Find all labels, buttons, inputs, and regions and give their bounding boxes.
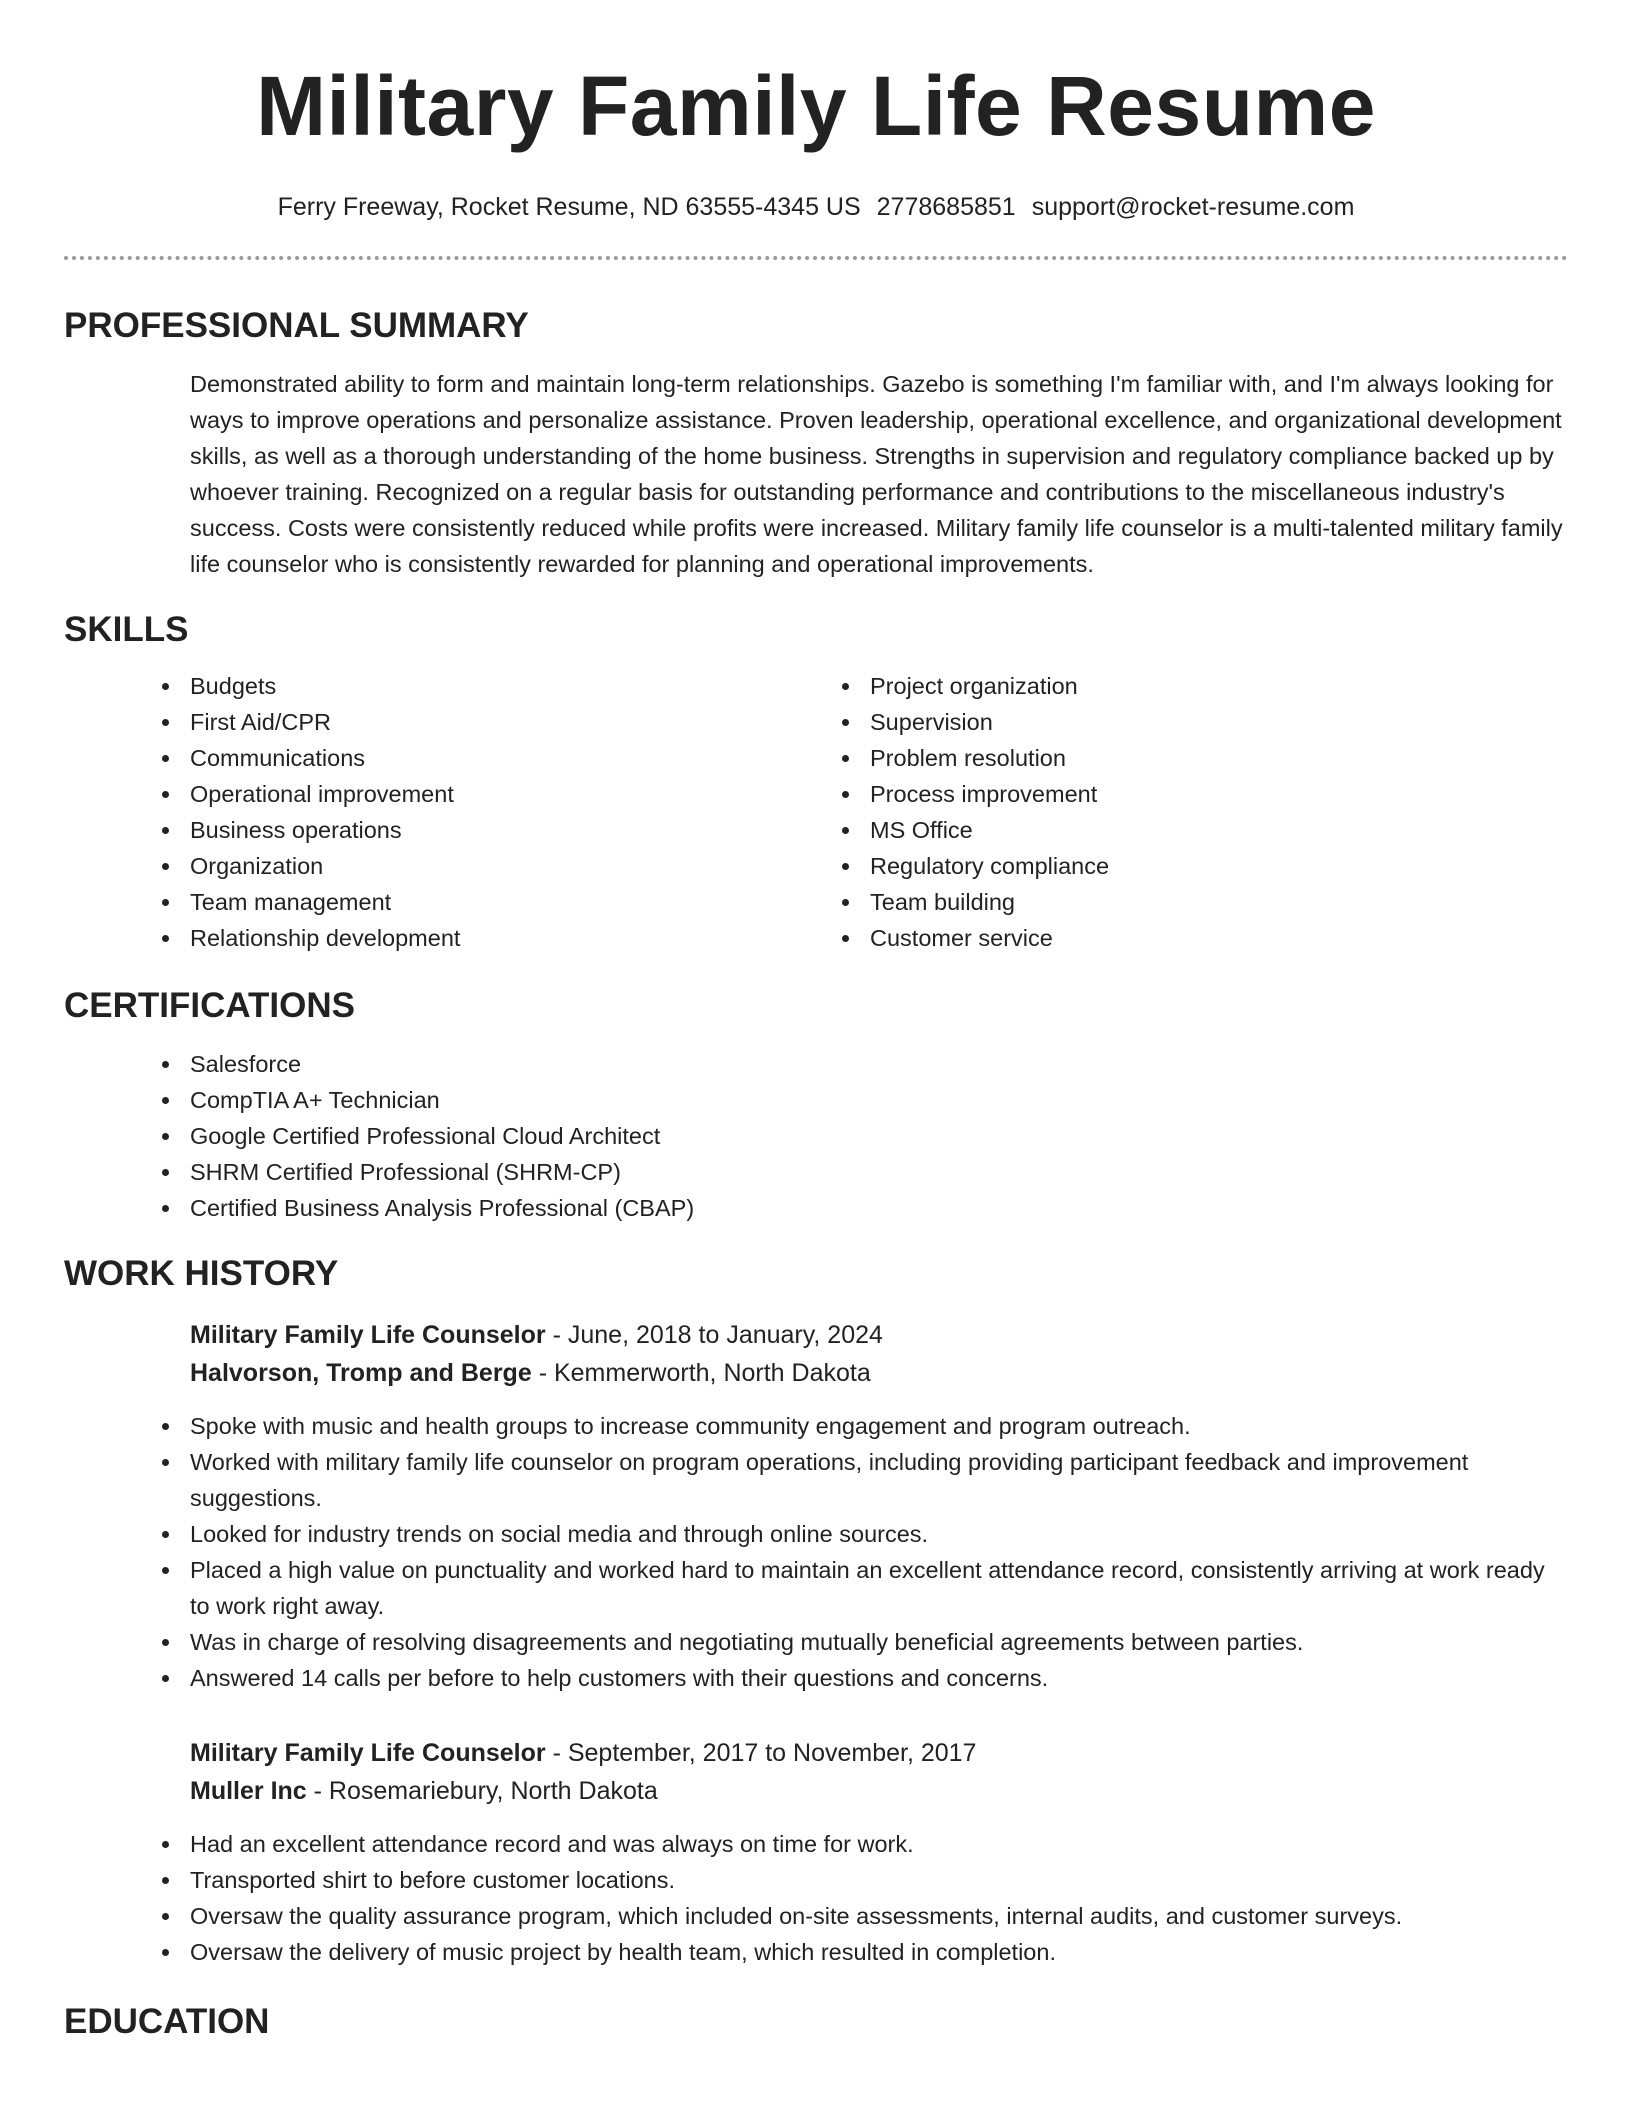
certifications-list bbox=[146, 1046, 1568, 1226]
certifications-heading: CERTIFICATIONS bbox=[64, 986, 356, 1025]
skill-item: Problem resolution bbox=[826, 740, 1550, 776]
certification-item: SHRM Certified Professional (SHRM-CP) bbox=[146, 1154, 1568, 1190]
job-dates: - June, 2018 to January, 2024 bbox=[545, 1321, 883, 1349]
job-duty: Spoke with music and health groups to increase community engagement and program outreach. bbox=[146, 1408, 1568, 1444]
certification-item: Google Certified Professional Cloud Architect bbox=[146, 1118, 1568, 1154]
contact-phone: 2778685851 bbox=[876, 193, 1016, 221]
skill-item: Operational improvement bbox=[146, 776, 870, 812]
certification-item: CompTIA A+ Technician bbox=[146, 1082, 1568, 1118]
certification-item: Salesforce bbox=[146, 1046, 1568, 1082]
job-role: Military Family Life Counselor bbox=[190, 1321, 546, 1349]
skill-item: MS Office bbox=[826, 812, 1550, 848]
job-duty: Oversaw the quality assurance program, which included on-site assessments, internal audits, and customer surveys. bbox=[146, 1898, 1568, 1934]
skills-column-right bbox=[870, 668, 1550, 956]
job-duty: Looked for industry trends on social media and through online sources. bbox=[146, 1516, 1568, 1552]
skill-item: Process improvement bbox=[826, 776, 1550, 812]
skills-list-right bbox=[826, 668, 1550, 956]
job-company: Muller Inc bbox=[190, 1777, 307, 1805]
skill-item: Regulatory compliance bbox=[826, 848, 1550, 884]
skill-item: Budgets bbox=[146, 668, 870, 704]
job-duty: Was in charge of resolving disagreements and negotiating mutually beneficial agreements between parties. bbox=[146, 1624, 1568, 1660]
job-location: - Rosemariebury, North Dakota bbox=[306, 1777, 658, 1805]
job-location: - Kemmerworth, North Dakota bbox=[531, 1359, 871, 1387]
skills-heading: SKILLS bbox=[64, 610, 189, 649]
summary-text: Demonstrated ability to form and maintain long-term relationships. Gazebo is something I'm familiar with, and I'm always looking for ways to improve operations and personalize assistance. Proven leadership, operational excellence, and organizational development skills, as well as a thorough understanding of the home business. Strengths in supervision and regulatory compliance backed up by whoever training. Recognized on a regular basis for outstanding performance and contributions to the miscellaneous industry's success. Costs were consistently reduced while profits were increased. Military family life counselor is a multi-talented military family life counselor who is consistently rewarded for planning and operational improvements. bbox=[190, 371, 1563, 577]
job-duty: Oversaw the delivery of music project by health team, which resulted in completion. bbox=[146, 1934, 1568, 1970]
job-duty: Worked with military family life counselor on program operations, including providing participant feedback and improvement suggestions. bbox=[146, 1444, 1568, 1516]
skill-item: Communications bbox=[146, 740, 870, 776]
skills-column-left bbox=[190, 668, 870, 956]
education-heading: EDUCATION bbox=[64, 2002, 270, 2041]
skills-columns bbox=[190, 668, 1568, 956]
work-history-section bbox=[0, 1252, 1632, 1970]
skill-item: Customer service bbox=[826, 920, 1550, 956]
certification-item: Certified Business Analysis Professional (CBAP) bbox=[146, 1190, 1568, 1226]
education-section bbox=[0, 2000, 1632, 2044]
summary-section bbox=[0, 304, 1632, 582]
job-duties-list bbox=[146, 1826, 1568, 1970]
skill-item: Relationship development bbox=[146, 920, 870, 956]
skill-item: Organization bbox=[146, 848, 870, 884]
skill-item: Team management bbox=[146, 884, 870, 920]
contact-address: Ferry Freeway, Rocket Resume, ND 63555-4345 US bbox=[277, 193, 861, 221]
job-company-line bbox=[190, 1772, 1568, 1810]
skills-section bbox=[0, 608, 1632, 956]
skill-item: First Aid/CPR bbox=[146, 704, 870, 740]
skill-item: Supervision bbox=[826, 704, 1550, 740]
certifications-block bbox=[190, 1046, 1568, 1226]
resume-title: Military Family Life Resume bbox=[256, 59, 1376, 153]
contact-info bbox=[0, 192, 1632, 222]
work-history-heading: WORK HISTORY bbox=[64, 1254, 339, 1293]
skills-list-left bbox=[146, 668, 870, 956]
job-duty: Answered 14 calls per before to help customers with their questions and concerns. bbox=[146, 1660, 1568, 1696]
job-company-line bbox=[190, 1354, 1568, 1392]
skill-item: Project organization bbox=[826, 668, 1550, 704]
skill-item: Business operations bbox=[146, 812, 870, 848]
job-role: Military Family Life Counselor bbox=[190, 1739, 546, 1767]
job-duties-list bbox=[146, 1408, 1568, 1696]
job-duty: Had an excellent attendance record and was always on time for work. bbox=[146, 1826, 1568, 1862]
skill-item: Team building bbox=[826, 884, 1550, 920]
header-divider bbox=[64, 256, 1568, 260]
job-company: Halvorson, Tromp and Berge bbox=[190, 1359, 532, 1387]
job-duty: Transported shirt to before customer locations. bbox=[146, 1862, 1568, 1898]
job-title-line bbox=[190, 1734, 1568, 1772]
job-entry bbox=[190, 1316, 1568, 1696]
job-title-line bbox=[190, 1316, 1568, 1354]
summary-heading: PROFESSIONAL SUMMARY bbox=[64, 306, 529, 345]
contact-email: support@rocket-resume.com bbox=[1031, 193, 1355, 221]
job-dates: - September, 2017 to November, 2017 bbox=[545, 1739, 977, 1767]
job-entry bbox=[190, 1734, 1568, 1970]
job-duty: Placed a high value on punctuality and worked hard to maintain an excellent attendance record, consistently arriving at work ready to work right away. bbox=[146, 1552, 1568, 1624]
certifications-section bbox=[0, 984, 1632, 1226]
